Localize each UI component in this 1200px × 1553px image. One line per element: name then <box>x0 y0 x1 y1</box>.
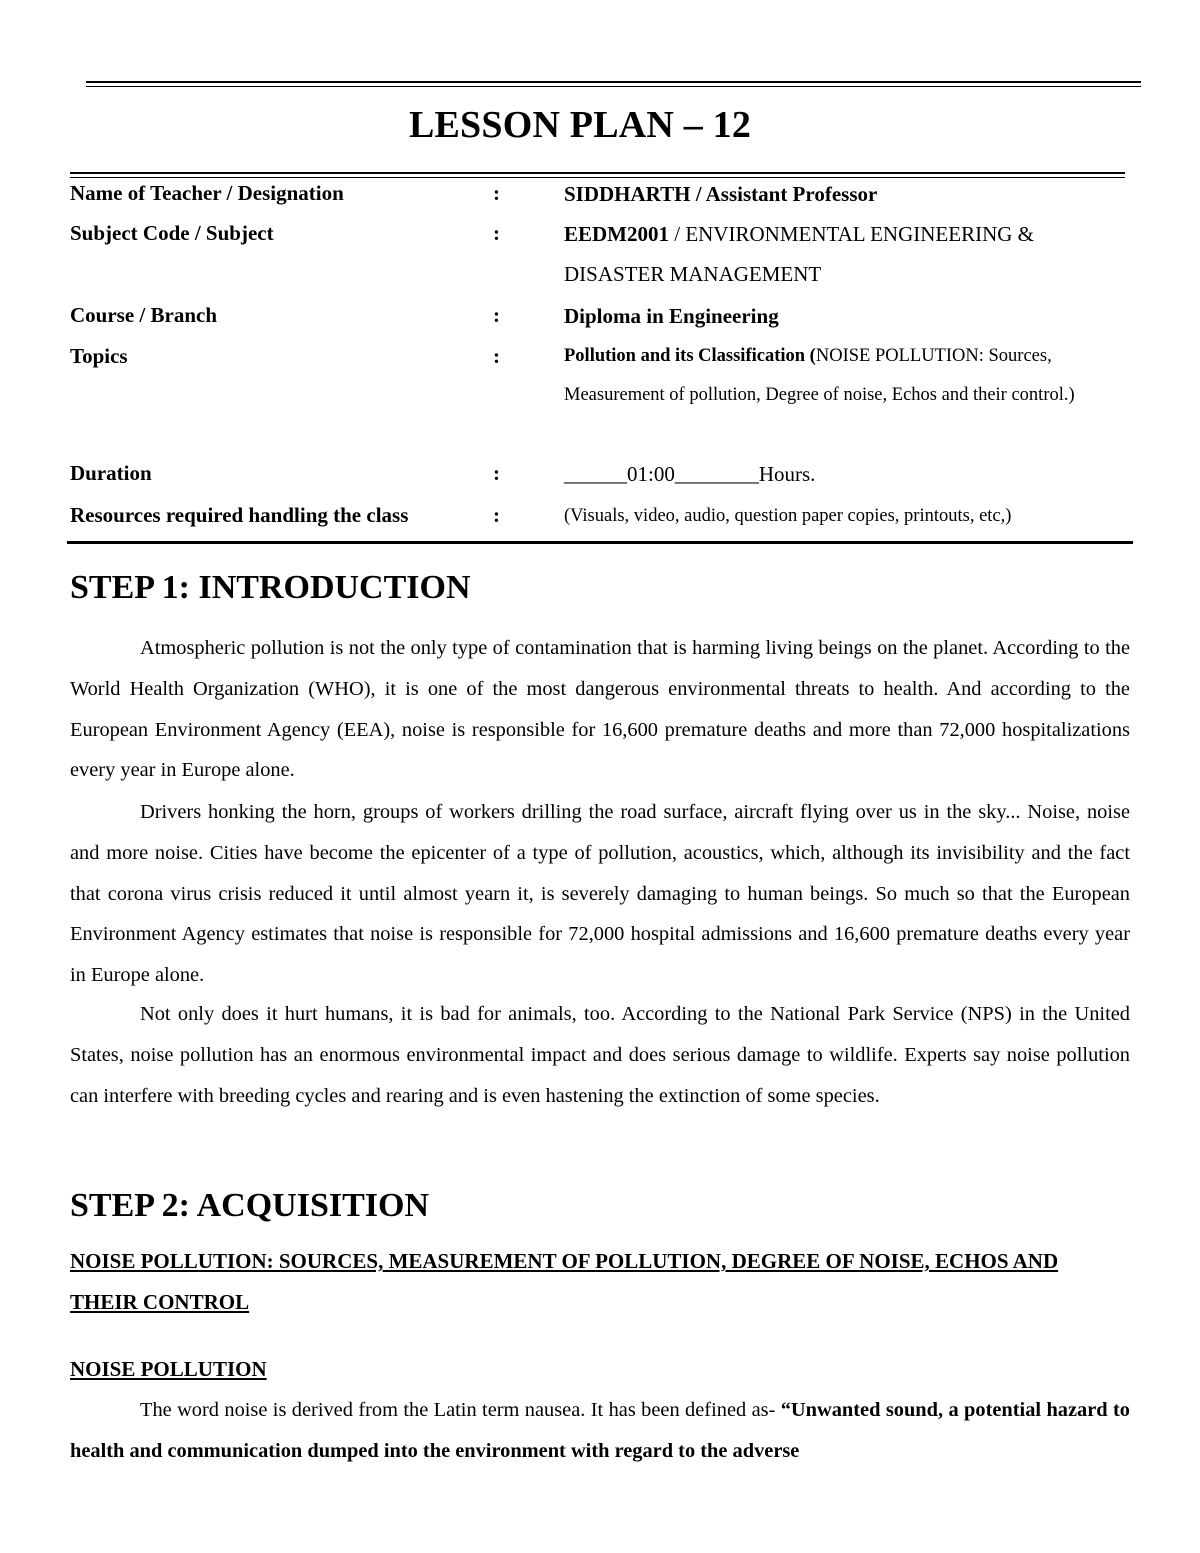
info-label: Topics <box>70 344 128 368</box>
info-colon: : <box>493 303 500 327</box>
subject-separator: / <box>669 222 686 246</box>
topics-bold: Pollution and its Classification ( <box>564 346 816 366</box>
info-label: Name of Teacher / Designation <box>70 181 344 205</box>
info-label: Subject Code / Subject <box>70 221 274 245</box>
noise-pollution-section-title: NOISE POLLUTION <box>70 1357 267 1381</box>
subject-name-line1: ENVIRONMENTAL ENGINEERING & <box>685 222 1034 246</box>
topics-value <box>564 337 1124 414</box>
resources-value: (Visuals, video, audio, question paper copies, printouts, etc,) <box>564 506 1012 526</box>
info-colon: : <box>493 221 500 245</box>
info-colon: : <box>493 503 500 527</box>
definition-lead: The word noise is derived from the Latin term nausea. It has been defined as- <box>140 1399 781 1421</box>
info-label: Resources required handling the class <box>70 503 409 527</box>
top-rule-2 <box>86 86 1141 87</box>
course-value: Diploma in Engineering <box>564 304 779 328</box>
subject-code: EEDM2001 <box>564 222 669 246</box>
subject-name-line2: DISASTER MANAGEMENT <box>564 262 822 286</box>
info-colon: : <box>493 181 500 205</box>
step2-heading: STEP 2: ACQUISITION <box>70 1187 429 1224</box>
info-label: Duration <box>70 461 152 485</box>
subject-value <box>564 214 1134 294</box>
info-colon: : <box>493 344 500 368</box>
noise-definition-paragraph <box>70 1390 1130 1472</box>
teacher-value: SIDDHARTH / Assistant Professor <box>564 182 878 206</box>
table-bottom-rule <box>67 541 1133 544</box>
top-rule-1 <box>86 81 1141 83</box>
definition-quote: “Unwanted sound, a potential hazard to health and communication dumped into the environment with regard to the adverse <box>70 1399 1130 1462</box>
topics-rest: NOISE POLLUTION: Sources, Measurement of pollution, Degree of noise, Echos and their control.) <box>564 346 1075 405</box>
step2-subheading: NOISE POLLUTION: SOURCES, MEASUREMENT OF POLLUTION, DEGREE OF NOISE, ECHOS AND THEIR CONTROL <box>70 1249 1059 1314</box>
title-rule-1 <box>70 172 1125 174</box>
duration-value: ______01:00________Hours. <box>564 462 816 486</box>
step1-paragraph-2: Drivers honking the horn, groups of workers drilling the road surface, aircraft flying over us in the sky... Noise, noise and more noise. Cities have become the epicenter of a type of pollution, acoustics, which, although its invisibility and the fact that corona virus crisis reduced it until almost yearn it, is severely damaging to human beings. So much so that the European Environment Agency estimates that noise is responsible for 72,000 hospital admissions and 16,600 premature deaths every year in Europe alone. <box>70 801 1130 987</box>
title-rule-2 <box>70 177 1125 178</box>
step1-paragraph-3: Not only does it hurt humans, it is bad for animals, too. According to the National Park Service (NPS) in the United States, noise pollution has an enormous environmental impact and does serious damage to wildlife. Experts say noise pollution can interfere with breeding cycles and rearing and is even hastening the extinction of some species. <box>70 1003 1130 1107</box>
info-label: Course / Branch <box>70 303 217 327</box>
lesson-plan-title: LESSON PLAN – 12 <box>408 104 752 146</box>
step1-paragraph-1: Atmospheric pollution is not the only type of contamination that is harming living beings on the planet. According to the World Health Organization (WHO), it is one of the most dangerous environmental threats to health. And according to the European Environment Agency (EEA), noise is responsible for 16,600 premature deaths and more than 72,000 hospitalizations every year in Europe alone. <box>70 637 1130 782</box>
step1-heading: STEP 1: INTRODUCTION <box>70 569 471 606</box>
info-colon: : <box>493 461 500 485</box>
